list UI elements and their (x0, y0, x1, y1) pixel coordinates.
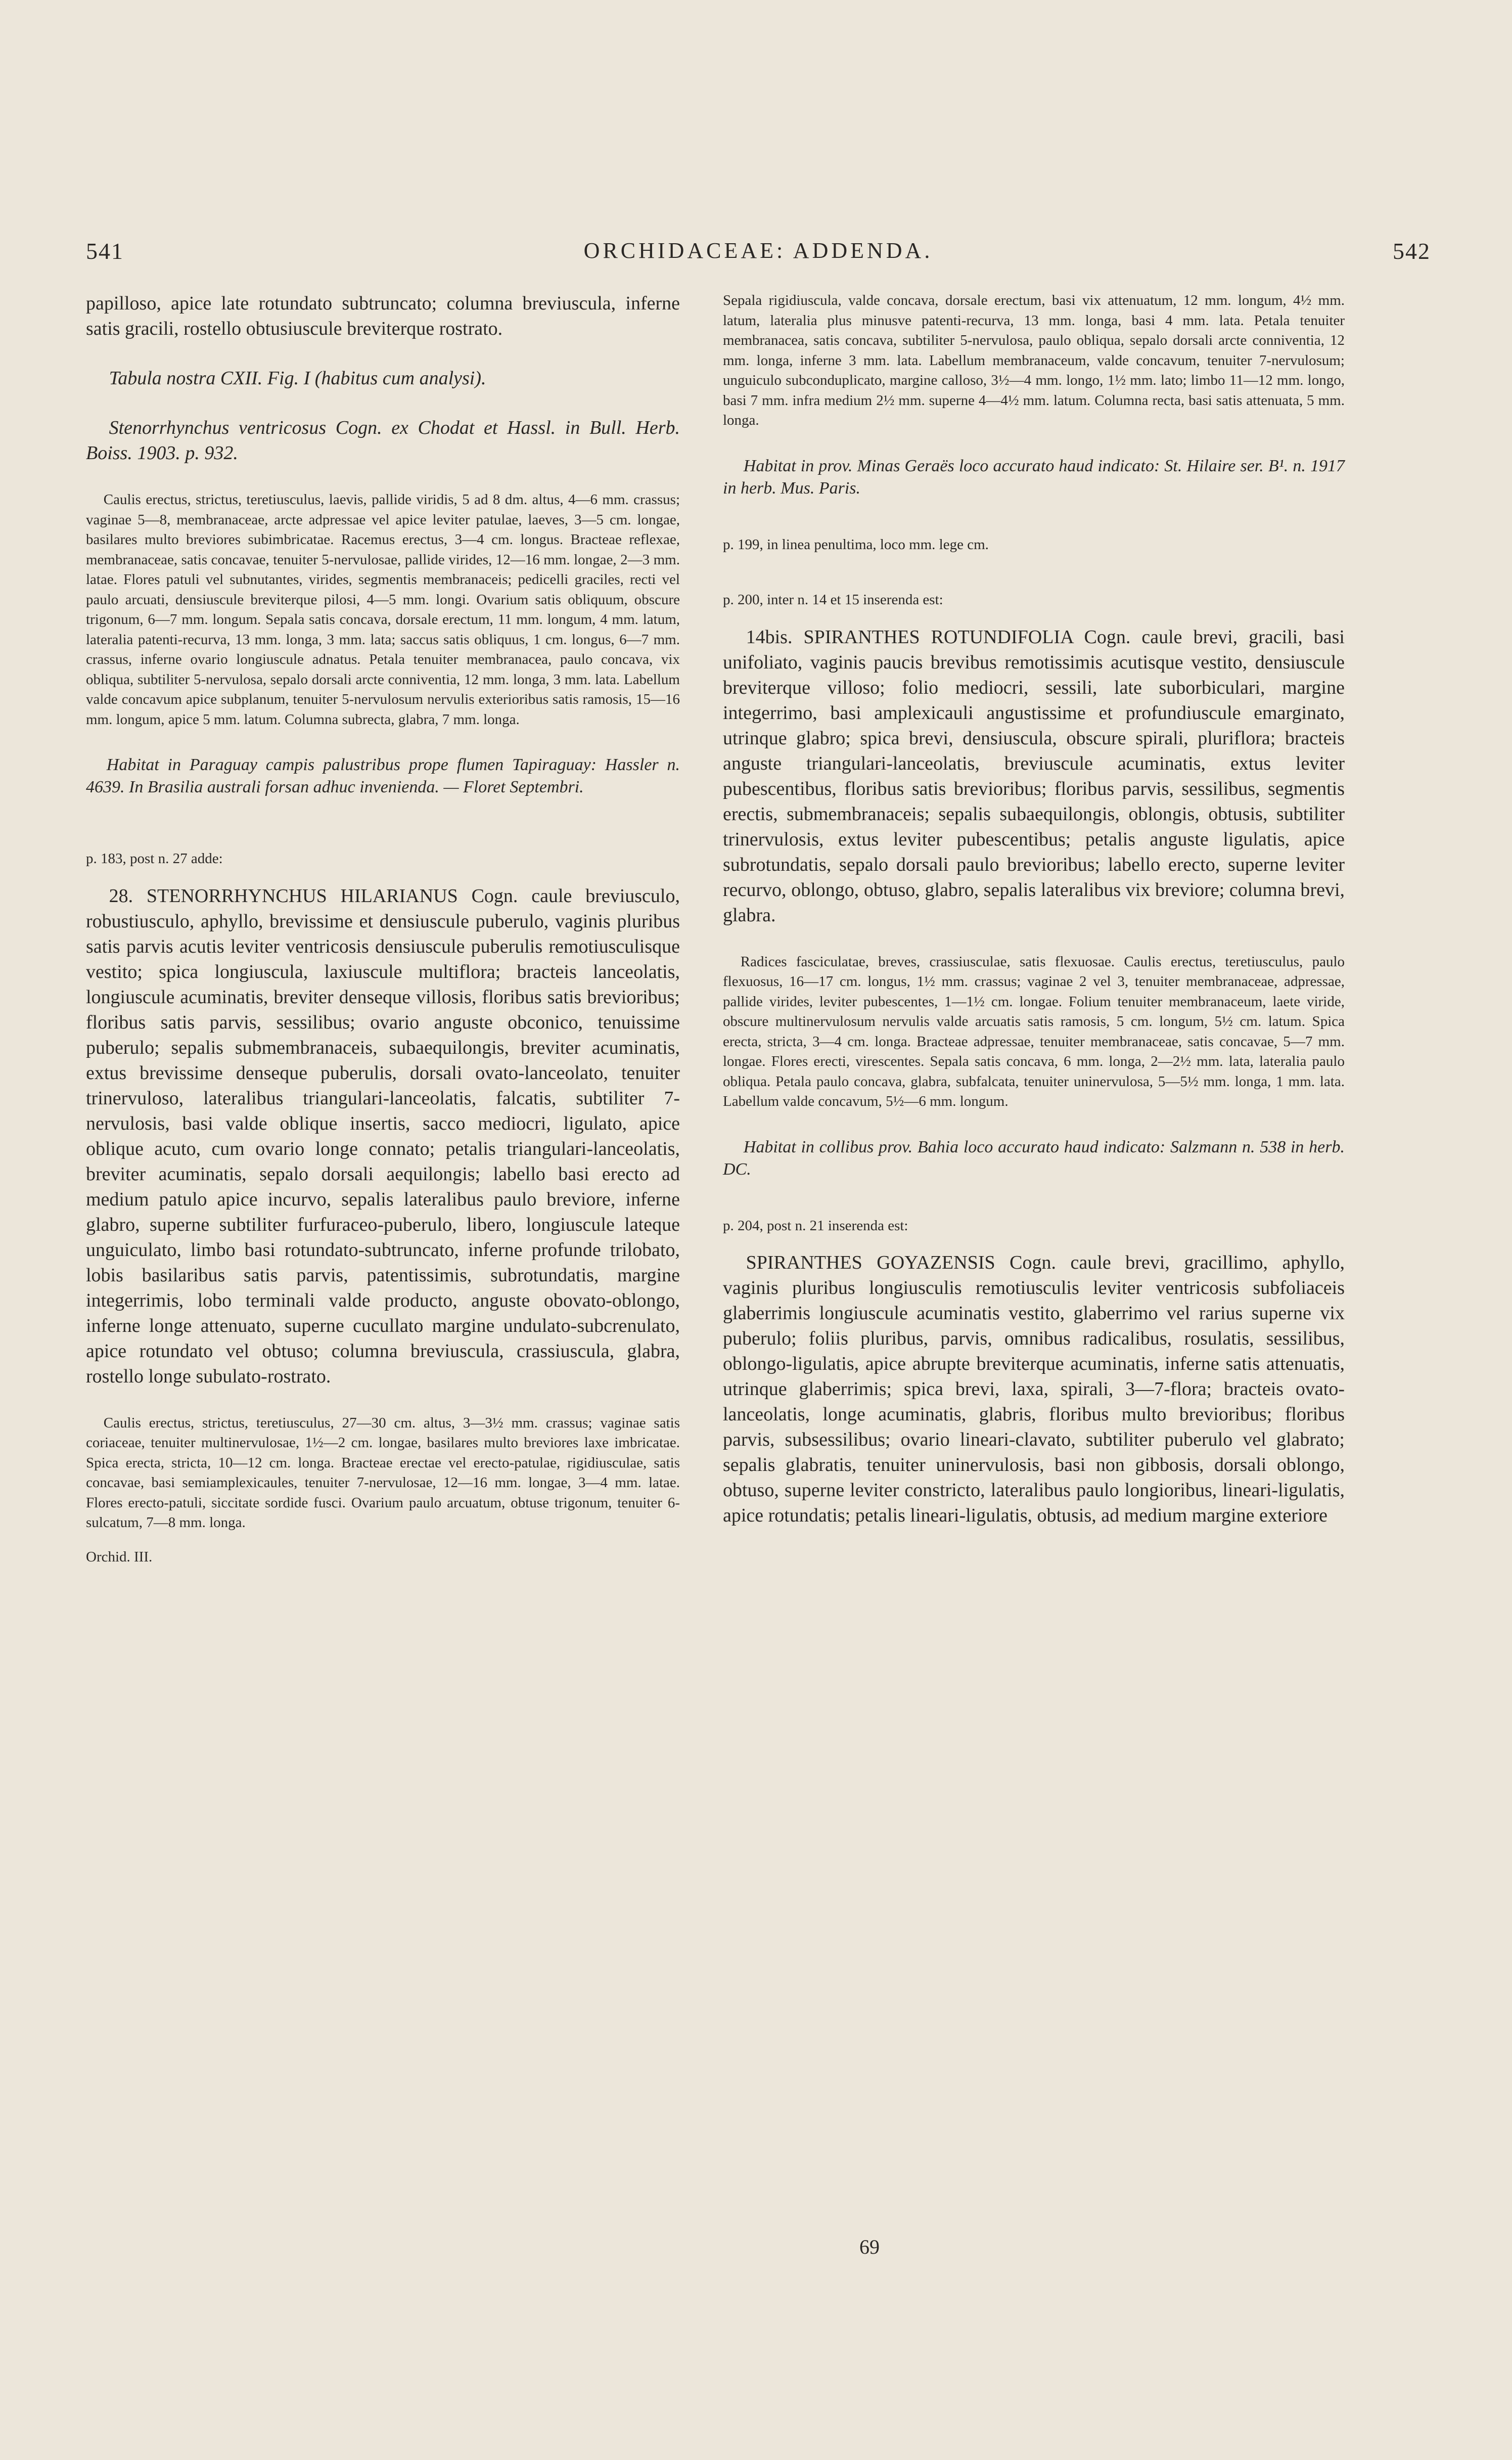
addendum-note: p. 183, post n. 27 adde: (86, 851, 223, 867)
page-signature: 69 (859, 2235, 880, 2258)
synonym-citation: Stenorrhynchus ventricosus Cogn. ex Chodat et Hassl. in Bull. Herb. Boiss. 1903. p. 932. (86, 417, 680, 464)
description-end: papilloso, apice late rotundato subtruncato; columna breviuscula, inferne satis gracili, rostello obtusiuscule breviterque rostrato. (86, 293, 680, 339)
rotundifolia-habitat: Habitat in collibus prov. Bahia loco accurato haud indicato: Salzmann n. 538 in herb. DC. (723, 1137, 1345, 1179)
page-header (86, 238, 1431, 278)
rotundifolia-details: Radices fasciculatae, breves, crassiusculae, satis flexuosae. Caulis erectus, teretiusculus, paulo flexuosus, 16—17 cm. longus, 1½ mm. crassus; vaginae 2 vel 3, tenuiter membranaceae, adpressae, pallide virides, leviter pubescentes, 1—1½ cm. longae. Folium tenuiter membranaceum, laete viride, obscure multinervulosum nervulis valde arcuatis satis ramosis, 5 cm. longum, 5½ cm. latum. Spica erecta, stricta, 3—4 cm. longa. Bracteae adpressae, tenuiter membranaceae, satis concavae, 5—7 mm. longae. Flores erecti, virescentes. Sepala satis concava, 6 mm. longa, 2—2½ mm. lata, lateralia paulo obliqua. Petala paulo concava, glabra, subfalcata, tenuiter uninervulosa, 5—5½ mm. longa, 1 mm. lata. Labellum valde concavum, 5½—6 mm. longum. (723, 953, 1345, 1109)
right-page-number: 542 (1393, 238, 1431, 264)
running-title: ORCHIDACEAE: ADDENDA. (583, 238, 933, 263)
right-column (723, 291, 1345, 1528)
habitat-note: Habitat in Paraguay campis palustribus prope flumen Tapiraguay: Hassler n. 4639. In Brasilia australi forsan adhuc invenienda. — Floret Septembri. (86, 755, 680, 796)
detailed-description: Caulis erectus, strictus, teretiusculus, laevis, pallide viridis, 5 ad 8 dm. altus, 4—6 mm. crassus; vaginae 5—8, membranaceae, arcte adpressae vel apice leviter patulae, laeves, 3—5 cm. longae, basilares multo breviores subimbricatae. Racemus erectus, 3—4 cm. longus. Bracteae reflexae, membranaceae, satis concavae, tenuiter 5-nervulosae, pallide virides, 12—16 mm. longae, 2—3 mm. latae. Flores patuli vel subnutantes, virides, segmentis membranaceis; pedicelli graciles, recti vel paulo arcuati, densiuscule breviterque pilosi, 4—5 mm. longi. Ovarium satis obliquum, obscure trigonum, 6—7 mm. longum. Sepala satis concava, dorsale erectum, 11 mm. longum, 4 mm. latum, lateralia patenti-recurva, 13 mm. longa, 3 mm. lata; saccus satis obliquus, 1 cm. longus, 6—7 mm. crassus, inferne ovario longiuscule adnatus. Petala tenuiter membranacea, paulo concava, vix obliqua, subtiliter 5-nervulosa, sepalo dorsali arcte conniventia, 12 mm. longa, 3 mm. lata. Labellum valde concavum apice subplanum, tenuiter 5-nervulosum nervulis exterioribus satis ramosis, 15—16 mm. longum, apice 5 mm. latum. Columna subrecta, glabra, 7 mm. longa. (86, 491, 680, 728)
hilarianus-details: Caulis erectus, strictus, teretiusculus, 27—30 cm. altus, 3—3½ mm. crassus; vaginae satis coriaceae, tenuiter multinervulosae, 1½—2 cm. longae, basilares multo breviores laxe imbricatae. Spica erecta, stricta, 10—12 cm. longa. Bracteae erectae vel erecto-patulae, rigidiusculae, satis concavae, basi semiamplexicaules, tenuiter 7-nervulosae, 12—16 mm. longae, 3—4 mm. latae. Flores erecto-patuli, siccitate sordide fusci. Ovarium paulo arcuatum, obtuse trigonum, tenuiter 6-sulcatum, 7—8 mm. longa. (86, 1414, 680, 1531)
left-page-number: 541 (86, 238, 124, 264)
left-column (86, 291, 680, 1567)
species-rotundifolia: 14bis. SPIRANTHES ROTUNDIFOLIA Cogn. caule brevi, gracili, basi unifoliato, vaginis paucis brevibus remotissimis acutisque vestito, densiuscule breviterque villoso; folio mediocri, sessili, late suborbiculari, margine integerrimo, basi amplexicauli angustissime et profundiuscule emarginato, utrinque glabro; spica brevi, densiuscula, obscure spirali, pluriflora; bracteis anguste triangulari-lanceolatis, breviuscule acuminatis, extus leviter pubescentibus, floribus satis brevioribus; floribus parvis, sessilibus, segmentis erectis, submembranaceis; sepalis subaequilongis, oblongis, obtusis, subtiliter trinervulosis, extus leviter pubescentibus; petalis anguste ligulatis, apice subrotundatis, sepalo dorsali paulo brevioribus; labello erecto, superne leviter recurvo, oblongo, obtuso, glabro, sepalis lateralibus vix breviore; columna brevi, glabra. (723, 626, 1345, 926)
plate-reference: Tabula nostra CXII. Fig. I (habitus cum analysi). (109, 368, 486, 389)
species-goyazensis: SPIRANTHES GOYAZENSIS Cogn. caule brevi, gracillimo, aphyllo, vaginis pluribus longiusculis remotiusculis leviter ventricosis subfoliaceis glaberrimis longiuscule acuminatis vestito, glaberrimo vel rarius superne vix puberulo; foliis pluribus, parvis, omnibus radicalibus, rosulatis, sessilibus, oblongo-ligulatis, apice abrupte breviterque acuminatis, inferne satis attenuatis, utrinque glaberrimis; spica brevi, laxa, spirali, 3—7-flora; bracteis ovato-lanceolatis, longe acuminatis, glabris, floribus multo brevioribus; floribus parvis, subsessilibus; ovario lineari-clavato, subtiliter puberulo vel glabrato; sepalis glabratis, tenuiter uninervulosis, basi non gibbosis, dorsali oblongo, obtuso, superne leviter constricto, lateralibus paulo longioribus, lineari-ligulatis, apice rotundatis; petalis lineari-ligulatis, obtusis, ad medium margine exteriore (723, 1252, 1345, 1526)
insertion-note-200: p. 200, inter n. 14 et 15 inserenda est: (723, 592, 943, 608)
insertion-note-204: p. 204, post n. 21 inserenda est: (723, 1217, 908, 1234)
hilarianus-details-cont: Sepala rigidiuscula, valde concava, dorsale erectum, basi vix attenuatum, 12 mm. longum, 4½ mm. latum, lateralia plus minusve patenti-recurva, 13 mm. longa, basi 4 mm. lata. Petala tenuiter membranacea, satis concava, subtiliter 5-nervulosa, paulo obliqua, sepalo dorsali arcte conniventia, 12 mm. longa, inferne 3 mm. lata. Labellum membranaceum, valde concavum, tenuiter 7-nervulosum; unguiculo subconduplicato, margine calloso, 3½—4 mm. longo, 1½ mm. lato; limbo 11—12 mm. longo, basi 7 mm. infra medium 2½ mm. superne 4—4½ mm. latum. Columna recta, basi satis attenuata, 5 mm. longa. (723, 292, 1345, 428)
correction-note: p. 199, in linea penultima, loco mm. lege cm. (723, 536, 989, 553)
hilarianus-habitat: Habitat in prov. Minas Geraës loco accurato haud indicato: St. Hilaire ser. B¹. n. 1917 in herb. Mus. Paris. (723, 456, 1345, 498)
signature-footer: Orchid. III. (86, 1548, 153, 1565)
species-hilarianus: 28. STENORRHYNCHUS HILARIANUS Cogn. caule breviusculo, robustiusculo, aphyllo, brevissime et densiuscule puberulo, vaginis pluribus satis parvis acutis leviter ventricosis densiuscule puberulis remotiusculisque vestito; spica longiuscula, laxiuscule multiflora; bracteis lanceolatis, longiuscule acuminatis, breviter denseque villosis, floribus satis brevioribus; floribus satis parvis, sessilibus; ovario anguste obconico, tenuissime puberulo; sepalis submembranaceis, subaequilongis, breviter acuminatis, extus brevissime denseque puberulis, dorsali ovato-lanceolato, tenuiter trinervuloso, lateralibus triangulari-lanceolatis, falcatis, subtiliter 7-nervulosis, basi valde oblique insertis, sacco mediocri, ligulato, apice oblique acuto, cum ovario longe connato; petalis triangulari-lanceolatis, breviter acuminatis, sepalo dorsali aequilongis; labello basi erecto ad medium patulo apice incurvo, sepalis lateralibus paulo breviore, inferne glabro, superne subtiliter furfuraceo-puberulo, libero, longiuscule lateque unguiculato, limbo basi rotundato-subtruncato, inferne profunde trilobato, lobis basilaribus satis parvis, patentissimis, subrotundatis, margine integerrimis, lobo terminali valde producto, anguste obovato-oblongo, inferne longe attenuato, superne cucullato margine undulato-subcrenulato, apice rotundato vel obtuso; columna breviuscula, crassiuscula, glabra, rostello longe subulato-rostrato. (86, 885, 680, 1387)
